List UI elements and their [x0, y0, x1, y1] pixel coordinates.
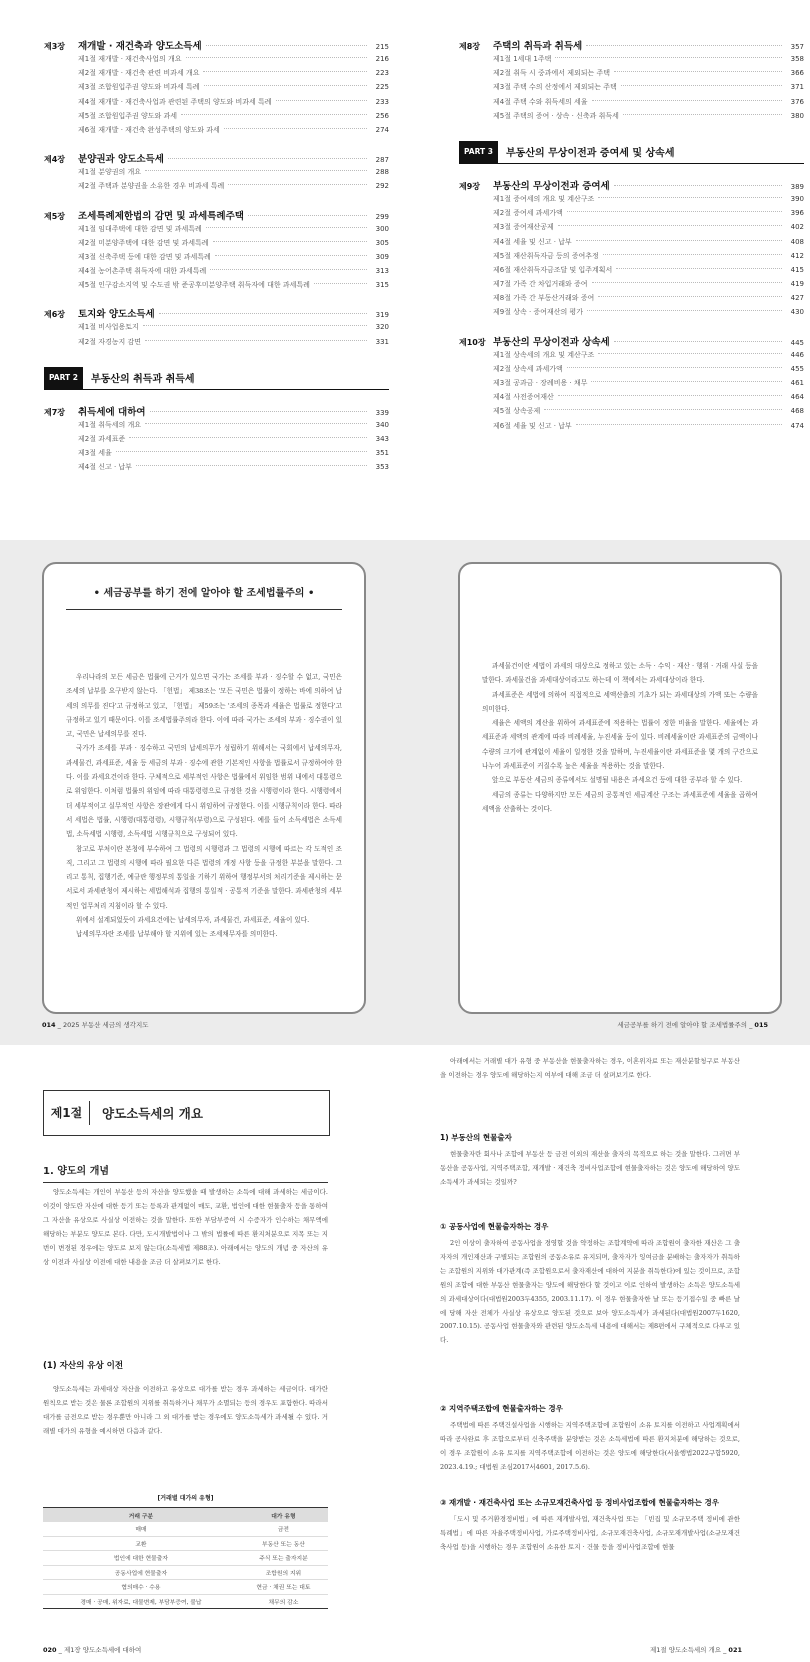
part-label: PART 2: [44, 367, 83, 389]
table-row: [43, 1594, 328, 1609]
chapter-title: 분양권과 양도소득세: [78, 154, 164, 166]
dot-leader: [145, 340, 367, 341]
toc-chapter: [459, 178, 804, 192]
page-number: 339: [375, 408, 389, 417]
page-number: 020: [43, 1646, 57, 1654]
toc-item-title: 제1절 1세대 1주택: [493, 55, 552, 63]
table-row: [43, 1522, 328, 1536]
table-cell: 교환: [43, 1536, 239, 1551]
paragraph: 아래에서는 거래별 대가 유형 중 부동산을 현물출자하는 경우, 이혼위자료 또는 재산분할청구로 부동산을 이전하는 경우 양도에 해당하는지 여부에 대해 조금 더 살펴보기로 한다.: [440, 1057, 740, 1079]
dot-leader: [314, 283, 367, 284]
dot-leader: [592, 100, 783, 101]
heading-3: ② 지역주택조합에 현물출자하는 경우: [440, 1404, 563, 1413]
toc-item: [44, 446, 389, 460]
page-number: 455: [790, 364, 804, 373]
dot-leader: [203, 71, 367, 72]
toc-item: [459, 220, 804, 234]
page-number: 371: [790, 83, 804, 92]
heading-3: ③ 재개발 · 재건축사업 또는 소규모재건축사업 등 정비사업조합에 현물출자하는 경우: [440, 1498, 720, 1507]
paragraph: 과세표준은 세법에 의하여 직접적으로 세액산출의 기초가 되는 과세대상의 가액 또는 수량을 의미한다.: [482, 690, 758, 713]
page-number: 225: [375, 83, 389, 92]
toc-item: [44, 109, 389, 123]
toc-chapter: [44, 306, 389, 320]
page-number: 320: [375, 323, 389, 332]
page-number: 474: [790, 421, 804, 430]
page-number: 351: [375, 449, 389, 458]
body-spread: [0, 1045, 810, 1662]
page-number: 021: [728, 1646, 742, 1654]
toc-item-title: 제5절 인구감소지역 및 수도권 밖 준공후미분양주택 취득자에 대한 과세특례: [78, 281, 310, 290]
page-footer-left: [43, 1645, 141, 1654]
section-label: 제1절: [44, 1101, 90, 1125]
paragraph: 현물출자란 회사나 조합에 부동산 등 금전 이외의 재산을 출자의 목적으로 하는 것을 말한다. 그러면 부동산을 공동사업, 지역주택조합, 재개발 · 재건축 정비사업조합에 현물출자하는 것은 양도에 해당하여 양도소득세가 과세되는 것일까?: [440, 1150, 740, 1186]
toc-item-title: 제4절 세율 및 신고 · 납부: [493, 237, 572, 246]
toc-item: [459, 66, 804, 80]
dot-leader: [614, 185, 782, 186]
table-cell: 조합원의 지위: [239, 1565, 328, 1580]
page-number: 357: [790, 43, 804, 51]
dot-leader: [186, 57, 368, 58]
page-number: 412: [790, 251, 804, 260]
toc-item-title: 제3절 세율: [78, 449, 112, 458]
paragraph: 과세물건이란 세법이 과세의 대상으로 정하고 있는 소득 · 수익 · 재산 · 행위 · 거래 사실 등을 말한다. 과세물건을 과세대상이라고도 하는데 이 책에서는 과세대상이라 한다.: [482, 662, 758, 685]
running-title: _ 제1장 양도소득세에 대하여: [58, 1646, 142, 1654]
page-number: 300: [375, 224, 389, 233]
dot-leader: [204, 85, 367, 86]
page-number: 274: [375, 125, 389, 134]
toc-item: [459, 52, 804, 66]
running-title: 제1절 양도소득세의 개요 _: [649, 1646, 727, 1654]
paragraph: 2인 이상이 출자하여 공동사업을 경영할 것을 약정하는 조합계약에 따라 조합원이 출자한 재산은 그 출자자의 개인재산과 구별되는 조합원의 공동소유로 유지되며, 출자자가 잉여금을 분배하는 출자자가 취득하는 조합원의 지위와 대가관계(즉 조합원으로서 출자재산에 대하여 지분을 취득한다)에 있는 것이므로, 조합원의 조합에 대한 부동산 현물출자는 양도에 해당한다 할 것이고 이로 인하여 발생하는 소득은 양도소득세의 과세대상이다(대법원2003두4355, 2003.11.17). 이 경우 현물출자한 날 또는 등기접수일 중 빠른 날에 당해 자산 전체가 사실상 유상으로 양도된 것으로 보아 양도소득세가 과세된다(대법원2007두1620, 2007.10.15). 공동사업 현물출자와 관련된 양도소득세 내용에 대해서는 제8편에서 구체적으로 다루고 있다.: [440, 1239, 740, 1345]
page-number: 288: [375, 168, 389, 177]
table-cell: 공동사업에 현물출자: [43, 1565, 239, 1580]
page-number: 305: [375, 238, 389, 247]
toc-item-title: 제3절 신축주택 등에 대한 감면 및 과세특례: [78, 252, 211, 261]
toc-item: [44, 250, 389, 264]
paragraph: 앞으로 부동산 세금의 종류에서도 설명될 내용은 과세요건 등에 대한 공부라 할 수 있다.: [492, 776, 743, 785]
toc-chapter: [44, 151, 389, 165]
toc-item: [44, 418, 389, 432]
page-number: 430: [790, 308, 804, 317]
toc-chapter: [459, 334, 804, 348]
page-number: 461: [790, 379, 804, 387]
dot-leader: [145, 423, 367, 424]
paragraph: 「도시 및 주거환경정비법」에 따른 재개발사업, 재건축사업 또는 「빈집 및 소규모주택 정비에 관한 특례법」에 따른 자율주택정비사업, 가로주택정비사업, 소규모재건축사업, 소규모재개발사업(소규모재건축사업 등)을 시행하는 경우 조합원이 소유한 토지 · 건물 등을 정비사업조합에 현물: [440, 1515, 740, 1551]
toc-item: [44, 222, 389, 236]
toc-item-title: 제7절 가족 간 차입거래와 증여: [493, 280, 588, 289]
toc-item-title: 제5절 재산취득자금 등의 증여추정: [493, 251, 599, 260]
table-row: [43, 1580, 328, 1595]
toc-item-title: 제1절 취득세의 개요: [78, 420, 141, 429]
table-row: [43, 1551, 328, 1566]
chapter-number: 제10장: [459, 337, 486, 347]
toc-item: [459, 249, 804, 263]
toc-item-title: 제3절 조합원입주권 양도와 비과세 특례: [78, 83, 200, 92]
table-cell: 법인에 대한 현물출자: [43, 1551, 239, 1566]
dot-leader: [558, 395, 782, 396]
dot-leader: [555, 57, 782, 58]
part-label: PART 3: [459, 141, 498, 163]
paragraph: 우리나라의 모든 세금은 법률에 근거가 있으면 국가는 조세를 부과 · 징수할 수 없고, 국민은 조세의 납부를 요구받지 않는다. 「헌법」 제38조는 '모든 국민은 법률이 정하는 바에 의하여 납세의 의무를 진다'고 규정하고 있고, 「헌법」 제59조는 '조세의 종목과 세율은 법률로 정한다'고 규정하고 있기 때문이다. 이를 조세법률주의라 한다. 이에 따라 국가는 조세의 부과 · 징수권이 있고, 국민은 납세의무를 진다.: [66, 673, 342, 739]
toc-item: [459, 109, 804, 123]
page-number: 331: [375, 337, 389, 346]
toc-item-title: 제4절 재개발 · 재건축사업과 관련된 주택의 양도와 비과세 특례: [78, 97, 272, 106]
dot-leader: [276, 100, 367, 101]
toc-right-column: [459, 38, 804, 433]
toc-item: [44, 236, 389, 250]
table-row: [43, 1536, 328, 1551]
page-number: 446: [790, 350, 804, 359]
page-number: 445: [790, 338, 804, 347]
toc-item: [44, 432, 389, 446]
dot-leader: [210, 269, 367, 270]
toc-item-title: 제4절 주택 수와 취득세의 세율: [493, 97, 588, 106]
dot-leader: [587, 310, 782, 311]
toc-item: [459, 206, 804, 220]
part-title: 부동산의 취득과 취득세: [91, 374, 195, 386]
heading-3: ① 공동사업에 현물출자하는 경우: [440, 1222, 549, 1231]
toc-item-title: 제5절 조합원입주권 양도와 과세: [78, 111, 178, 120]
page-number: 215: [375, 43, 389, 51]
toc-item-title: 제1절 재개발 · 재건축사업의 개요: [78, 55, 182, 63]
page-number: 319: [375, 311, 389, 320]
page-footer-right: [617, 1020, 768, 1029]
running-title: 세금공부를 하기 전에 알아야 할 조세법률주의 _: [617, 1021, 753, 1029]
toc-item: [459, 192, 804, 206]
dot-leader: [215, 255, 367, 256]
dot-leader: [603, 254, 782, 255]
page-number: 343: [375, 435, 389, 443]
toc-item: [459, 362, 804, 376]
preface-body-right: [482, 659, 758, 816]
dot-leader: [129, 437, 367, 438]
toc-item: [459, 348, 804, 362]
dot-leader: [136, 465, 367, 466]
dot-leader: [614, 71, 782, 72]
consideration-table: [43, 1507, 328, 1609]
dot-leader: [576, 240, 782, 241]
paragraph: 주택법에 따른 주택건설사업을 시행하는 지역주택조합에 조합원이 소유 토지를 이전하고 사업계획에서 따라 공사완료 후 조합으로부터 신축주택을 분양받는 것은 소득세법에 따른 환지처분에 해당하는 것으로, 이 경우 조합원이 소유 토지를 지역주택조합에 이전하는 것은 양도에 해당한다(서울행법2022구합5920, 2023.4.19.; 대법원 조심2017서4601, 2017.5.6).: [440, 1421, 740, 1471]
dot-leader: [592, 282, 783, 283]
toc-item: [459, 376, 804, 390]
toc-item-title: 제9절 상속 · 증여재산의 평가: [493, 308, 583, 317]
toc-item-title: 제2절 자경농지 감면: [78, 337, 141, 346]
table-cell: 부동산 또는 동산: [239, 1536, 328, 1551]
page-number: 390: [790, 194, 804, 203]
table-cell: 현금 · 채권 또는 대토: [239, 1580, 328, 1595]
preface-card-left: [42, 562, 366, 1014]
table-cell: 주식 또는 출자지분: [239, 1551, 328, 1566]
page-number: 223: [375, 69, 389, 78]
page-number: 315: [375, 281, 389, 290]
dot-leader: [591, 381, 782, 382]
page-number: 415: [790, 265, 804, 274]
toc-item-title: 제2절 상속세 과세가액: [493, 364, 563, 373]
page-number: 376: [790, 97, 804, 106]
section-title: 양도소득세의 개요: [102, 1106, 203, 1121]
part-heading: [459, 141, 804, 164]
dot-leader: [567, 367, 782, 368]
preface-card-right: [458, 562, 782, 1014]
table-cell: 채무의 감소: [239, 1594, 328, 1609]
table-caption: [거래별 대가의 유형]: [157, 1495, 214, 1502]
page-number: 233: [375, 97, 389, 106]
dot-leader: [248, 215, 367, 216]
paragraph: 양도소득세는 과세대상 자산을 이전하고 유상으로 대가를 받는 경우 과세하는 세금이다. 대가란 원칙으로 받는 것은 물론 조합원의 지위를 취득하거나 채무가 소멸되는 등의 경우도 포함한다. 따라서 대가를 금전으로 받는 경우뿐만 아니라 그 외 대가를 받는 경우에도 양도소득세가 과세될 수 있다. 거래별 대가의 유형을 예시하면 다음과 같다.: [43, 1385, 328, 1435]
toc-item-title: 제1절 분양권의 개요: [78, 168, 141, 177]
toc-left-column: [44, 38, 389, 475]
paragraph: 세금의 종류는 다양하지만 모든 세금의 공통적인 세금계산 구조는 과세표준에 세율을 곱하여 세액을 산출하는 것이다.: [482, 790, 758, 813]
toc-chapter: [459, 38, 804, 52]
toc-item-title: 제6절 재산취득자금조달 및 입주계획서: [493, 265, 613, 274]
toc-item-title: 제3절 공과금 · 장례비용 · 채무: [493, 379, 588, 387]
toc-item: [459, 404, 804, 418]
dot-leader: [168, 158, 367, 159]
table-row: [43, 1565, 328, 1580]
toc-item: [459, 235, 804, 249]
section-heading-box: [43, 1090, 330, 1136]
page-number: 468: [790, 407, 804, 416]
page-number: 427: [790, 294, 804, 303]
toc-chapter: [44, 208, 389, 222]
dot-leader: [143, 325, 367, 326]
paragraph: 참고로 부처이란 본청에 부수하여 그 법령의 시행령과 그 법령의 시행에 따르는 각 도적인 조직, 그리고 그 법령의 시행에 따라 필요한 다른 법령의 개정 사항 등을 규정한 부분을 말한다. 그리고 통칙, 집행기준, 예규란 행정부의 통일을 기하기 위하여 행정부서의 처리기준을 제시하는 문서로서 과세관청이 제시하는 세법해석과 집행의 통일적 · 공통적 기준을 말한다. 과세관청의 세부적인 업무처리 지침이라 할 수 있다.: [66, 844, 342, 910]
running-title: _ 2025 부동산 세금의 생각지도: [57, 1021, 149, 1029]
page-number: 216: [375, 55, 389, 63]
chapter-title: 부동산의 무상이전과 증여세: [493, 180, 610, 192]
page-number: 340: [375, 420, 389, 429]
dot-leader: [598, 296, 782, 297]
toc-item: [44, 123, 389, 137]
page-number: 292: [375, 182, 389, 191]
page-number: 015: [754, 1021, 768, 1029]
dot-leader: [224, 128, 367, 129]
toc-item-title: 제6절 재개발 · 재건축 완성주택의 양도와 과세: [78, 125, 220, 134]
page-number: 419: [790, 280, 804, 289]
dot-leader: [598, 197, 782, 198]
toc-item-title: 제4절 신고 · 납부: [78, 463, 132, 472]
chapter-title: 재개발 · 재건축과 양도소득세: [78, 41, 202, 52]
chapter-number: 제3장: [44, 42, 66, 51]
chapter-title: 토지와 양도소득세: [78, 309, 155, 321]
heading-2: (1) 자산의 유상 이전: [43, 1361, 124, 1371]
toc-item: [459, 277, 804, 291]
page-number: 287: [375, 156, 389, 165]
toc-item-title: 제1절 임대주택에 대한 감면 및 과세특례: [78, 224, 202, 233]
dot-leader: [576, 424, 782, 425]
page-number: 256: [375, 111, 389, 120]
page-number: 366: [790, 69, 804, 78]
page-footer-right: [650, 1645, 742, 1654]
chapter-title: 조세특례제한법의 감면 및 과세특례주택: [78, 210, 244, 222]
toc-item: [44, 66, 389, 80]
paragraph: 위에서 설계되었듯이 과세요건에는 납세의무자, 과세물건, 과세표준, 세율이 있다.: [76, 916, 310, 925]
toc-item: [459, 291, 804, 305]
toc-item-title: 제2절 취득 시 중과에서 제외되는 주택: [493, 69, 611, 78]
toc-item: [459, 263, 804, 277]
page-number: 014: [42, 1021, 56, 1029]
toc-item: [44, 320, 389, 334]
dot-leader: [621, 85, 782, 86]
chapter-number: 제4장: [44, 155, 66, 165]
page-number: 408: [790, 237, 804, 246]
dot-leader: [614, 341, 782, 342]
toc-item-title: 제3절 주택 수의 산정에서 제외되는 주택: [493, 83, 617, 92]
chapter-title: 주택의 취득과 취득세: [493, 41, 583, 52]
toc-item-title: 제6절 세율 및 신고 · 납부: [493, 421, 572, 430]
chapter-number: 제7장: [44, 407, 66, 417]
dot-leader: [558, 225, 782, 226]
table-cell: 협의매수 · 수용: [43, 1580, 239, 1595]
toc-item-title: 제2절 과세표준: [78, 435, 126, 443]
dot-leader: [598, 353, 782, 354]
heading-1: 1. 양도의 개념: [43, 1162, 328, 1183]
table-header: 대가 유형: [239, 1508, 328, 1523]
dot-leader: [616, 268, 782, 269]
toc-item-title: 제4절 농어촌주택 취득자에 대한 과세특례: [78, 267, 207, 276]
page-number: 309: [375, 252, 389, 261]
page-footer-left: [42, 1020, 149, 1029]
dot-leader: [213, 241, 367, 242]
page-number: 353: [375, 463, 389, 472]
toc-item-title: 제3절 증여재산공제: [493, 223, 554, 232]
toc-item: [44, 335, 389, 349]
page-number: 396: [790, 209, 804, 218]
page-number: 358: [790, 55, 804, 63]
chapter-title: 부동산의 무상이전과 상속세: [493, 336, 610, 348]
table-cell: 매매: [43, 1522, 239, 1536]
chapter-number: 제9장: [459, 181, 481, 191]
toc-item-title: 제4절 사전증여재산: [493, 393, 554, 402]
toc-item: [44, 52, 389, 66]
paragraph: 국가가 조세를 부과 · 징수하고 국민의 납세의무가 성립하기 위해서는 국회에서 납세의무자, 과세물건, 과세표준, 세율 등 세금의 부과 · 징수에 관한 기본적인 사항을 법률로서 규정하여야 한다. 이를 과세요건이라 한다. 구체적으로 세부적인 사항은 법률에서 위임한 범위 내에서 대통령으로 위임한다. 이처럼 법률의 위임에 따라 대통령령으로 규정한 것을 시행령이라 한다. 시행령에서 더 세부적이고 실무적인 사항은 장관에게 다시 위임하여 규정한다. 이를 시행규칙이라 한다. 따라서 세법은 법률, 시행령(대통령령), 시행규칙(부령)으로 구성된다. 예를 들어 소득세법은 소득세법, 소득세법 시행령, 소득세법 시행규칙으로 구성되어 있다.: [66, 744, 342, 839]
chapter-title: 취득세에 대하여: [78, 406, 146, 418]
page-number: 313: [375, 267, 389, 276]
dot-leader: [206, 227, 367, 228]
toc-item-title: 제5절 상속공제: [493, 407, 541, 416]
toc-item-title: 제8절 가족 간 부동산거래와 증여: [493, 294, 595, 303]
toc-item: [44, 179, 389, 193]
dot-leader: [181, 114, 367, 115]
toc-item: [459, 305, 804, 319]
toc-chapter: [44, 38, 389, 52]
toc-item: [44, 460, 389, 474]
part-heading: [44, 367, 389, 390]
page-number: 464: [790, 393, 804, 402]
toc-item-title: 제2절 재개발 · 재건축 관련 비과세 개요: [78, 69, 200, 78]
dot-leader: [567, 211, 782, 212]
toc-item-title: 제1절 증여세의 개요 및 계산구조: [493, 194, 595, 203]
preface-title: • 세금공부를 하기 전에 알아야 할 조세법률주의 •: [66, 584, 342, 610]
table-cell: 경매 · 공매, 위자료, 대물변제, 부담부증여, 불납: [43, 1594, 239, 1609]
chapter-number: 제5장: [44, 211, 66, 221]
toc-item: [44, 95, 389, 109]
dot-leader: [228, 184, 367, 185]
toc-item-title: 제5절 주택의 증여 · 상속 · 신축과 취득세: [493, 111, 619, 120]
toc-item: [459, 80, 804, 94]
table-cell: 금전: [239, 1522, 328, 1536]
dot-leader: [116, 451, 367, 452]
heading-2: 1) 부동산의 현물출자: [440, 1133, 512, 1142]
paragraph: 양도소득세는 개인이 부동산 등의 자산을 양도했을 때 발생하는 소득에 대해 과세하는 세금이다. 이것이 양도란 자산에 대한 등기 또는 등록과 관계없이 매도, 교환, 법인에 대한 현물출자 등을 통하여 그 자산을 유상으로 사실상 이전하는 것을 말한다. 또한 부담부증여 시 수증자가 인수하는 채무액에 해당하는 부분도 양도로 본다. 다만, 도시개발법이나 그 밖의 법률에 따른 환지처분으로 지목 또는 지번이 변경된 경우에는 양도로 보지 않는다(소득세법 제88조). 아래에서는 양도의 개념 중 자산의 유상 이전과 사실상 이전에 대한 내용을 조금 더 살펴보기로 한다.: [43, 1188, 328, 1266]
toc-item-title: 제1절 비사업용토지: [78, 323, 139, 332]
dot-leader: [544, 409, 782, 410]
part-title: 부동산의 무상이전과 증여세 및 상속세: [506, 148, 675, 160]
paragraph: 납세의무자란 조세를 납부해야 할 지위에 있는 조세채무자를 의미한다.: [76, 930, 278, 939]
toc-item-title: 제2절 주택과 분양권을 소유한 경우 비과세 특례: [78, 182, 225, 191]
dot-leader: [586, 45, 782, 46]
toc-item: [459, 419, 804, 433]
toc-item: [459, 390, 804, 404]
paragraph: 세율은 세액의 계산을 위하여 과세표준에 적용하는 법률이 정한 비율을 말한다. 세율에는 과세표준과 세액의 관계에 따라 비례세율, 누진세율 등이 있다. 비례세율이란 과세표준의 금액이나 수량의 크기에 관계없이 세율이 일정한 것을 말하며, 누진세율이란 과세표준을 몇 개의 구간으로 나누어 과세표준이 커질수록 높은 세율을 적용하는 것을 말한다.: [482, 719, 758, 771]
toc-item: [44, 80, 389, 94]
table-header: 거래 구분: [43, 1508, 239, 1523]
preface-spread: [0, 540, 810, 1045]
toc-item: [44, 264, 389, 278]
dot-leader: [623, 114, 782, 115]
toc-item-title: 제1절 상속세의 개요 및 계산구조: [493, 350, 595, 359]
page-number: 389: [790, 182, 804, 191]
toc-item-title: 제2절 증여세 과세가액: [493, 209, 563, 218]
toc-chapter: [44, 404, 389, 418]
toc-item: [44, 165, 389, 179]
toc-item: [44, 278, 389, 292]
toc-item: [459, 95, 804, 109]
page-number: 380: [790, 111, 804, 120]
toc-item-title: 제2절 미분양주택에 대한 감면 및 과세특례: [78, 238, 209, 247]
dot-leader: [150, 411, 367, 412]
preface-body-left: [66, 670, 342, 942]
page-number: 299: [375, 212, 389, 221]
toc-spread: [0, 0, 810, 540]
dot-leader: [159, 313, 367, 314]
chapter-number: 제8장: [459, 42, 481, 51]
dot-leader: [206, 45, 367, 46]
chapter-number: 제6장: [44, 310, 66, 320]
page-number: 402: [790, 223, 804, 232]
dot-leader: [145, 170, 367, 171]
